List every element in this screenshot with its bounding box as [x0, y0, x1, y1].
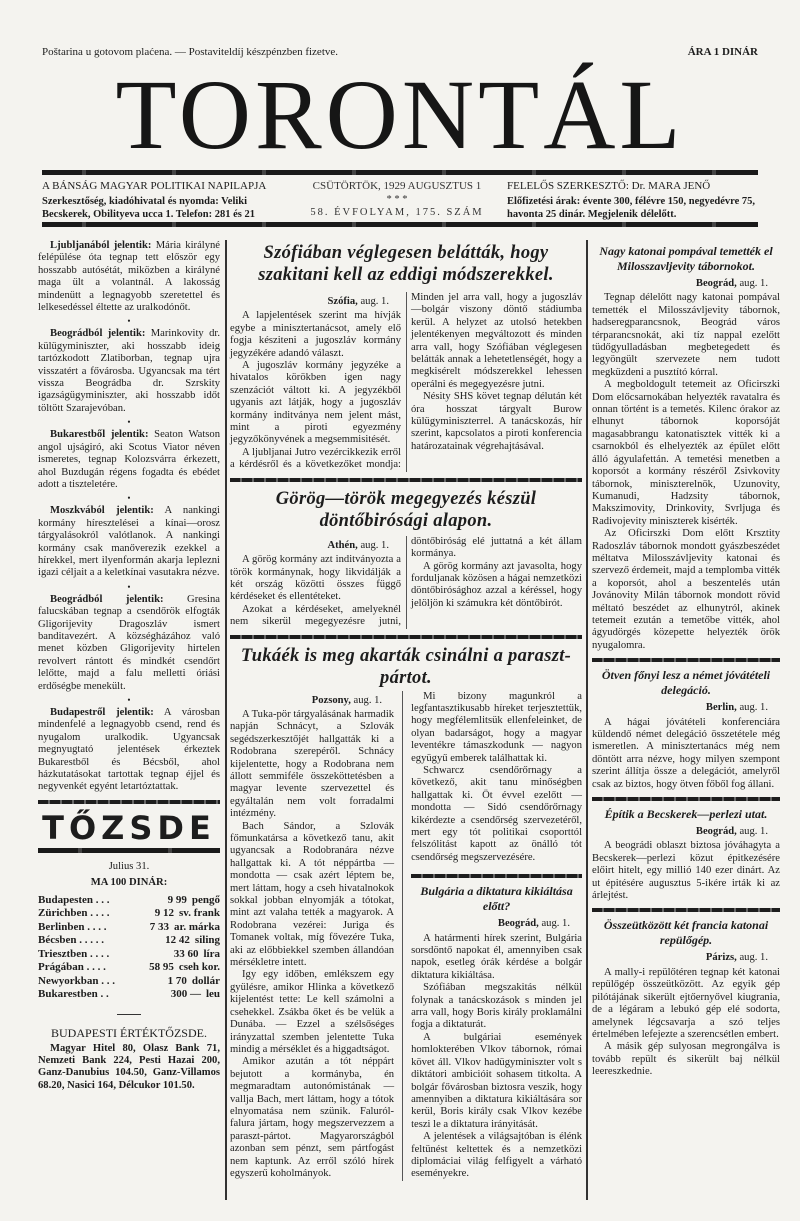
dateline-place: Pozsony, [311, 694, 351, 706]
exchange-row [38, 961, 220, 975]
exchange-currency: dollár [191, 974, 220, 987]
exchange-city: Berlinben . . . . [38, 920, 107, 933]
brief-lead: Beográdból jelentik: [50, 593, 164, 605]
issue-number: 58. ÉVFOLYAM, 175. SZÁM [310, 207, 484, 218]
stars: * * * [386, 194, 408, 205]
dateline [592, 702, 780, 714]
article-paragraph: A bulgáriai események homlokterében Vlkov tábornok, római követ áll. Vlkov hadügyminiszter volt s diktátori ambicióit sohasem titkolta. A bolgár fővárosban biztosra veszik, hogy amennyiben a diktatura kikiáltására sor kerül, Boris király csak Vlkov kezébe teszi le a diktatura irányitását. [411, 1031, 583, 1130]
article-paragraph: A mally-i repülőtéren tegnap két katonai repülőgép összeütközött. Az egyik gép pilótájának sikerült ejtőernyővel kiugrania, de a légáram a lebukó gép elé sodorta, amelynek légcsavarja a szó teljes értelmében lefejezte a szerencsétlen embert. [592, 966, 780, 1040]
section-rule [592, 908, 780, 912]
headline-funeral: Nagy katonai pompával temették el Milosszavljevity tábornokot. [599, 244, 773, 273]
info-left [42, 180, 287, 221]
article-paragraph: Nésity SHS követ tegnap délután két óra hosszat tárgyalt Burow külügyminiszterrel. A tanácskozás, hír szerint, kapcsolatos a piroti konferencia határozatainak végrehajtásával. [411, 391, 582, 452]
headline-road: Építik a Becskerek—perlezi utat. [604, 807, 768, 822]
brief-text: A nankingi kormány híresztelései a kínai—orosz tárgyalásokról valótlanok. A nankingi kormány csak manőverezik ezekkel a hírekkel, mert ilyenformán akarja leplezni igazi céljait a a keletkínai vasutakra nézve. [38, 505, 220, 579]
brief-lead: Bukarestből jelentik: [50, 429, 149, 441]
address: Szerkesztőség, kiadóhivatal és nyomda: Veliki Becskerek, Obilityeva ucca 1. Telefon: 281 és 21 [42, 196, 255, 220]
article-paragraph: A határmenti hírek szerint, Bulgária sorsdöntő napokat él, amennyiben csak napok, esetleg órák kérdése a bolgár diktatura kikiáltása. [411, 932, 583, 981]
dateline-date: aug. 1. [739, 952, 768, 964]
masthead-rule [42, 170, 758, 175]
exchange-value: 9 99 [167, 893, 187, 906]
issue-date: CSÜTÖRTÖK, 1929 AUGUSZTUS 1 [312, 180, 482, 192]
brief-text: Mária királyné felépülése óta tegnap tett először egy hosszabb autósétát, miközben a királyné maga ült a volantnál. A lakosság mindenütt a legnagyobb szeretettel és lelkesedéssel éltette az uralkodónőt. [38, 240, 221, 314]
exchange-subtitle: MA 100 DINÁR: [90, 877, 168, 889]
exchange-row [38, 975, 220, 989]
exchange-currency: sv. frank [179, 907, 220, 920]
news-brief [38, 594, 220, 693]
dateline-place: Athén, [327, 539, 358, 551]
news-brief [38, 429, 220, 491]
brief-text: Marinkovity dr. külügyminiszter, aki hosszabb ideig tartózkodott Zlatiborban, tegnap ujra visszatért a fővárosba. Ugyancsak ma tért vissza Beográdba dr. Szrskity igazságügyminiszter, aki hosszabb időt töltött Szarajevóban. [38, 328, 220, 414]
price: ÁRA 1 DINÁR [687, 46, 758, 58]
subcolumn-divider [402, 691, 403, 1181]
separator-dot: • [127, 581, 131, 592]
news-brief [38, 707, 220, 794]
tuka-columns [230, 691, 582, 1181]
exchange-currency: cseh kor. [178, 961, 220, 974]
masthead-title: TORONTÁL [115, 59, 685, 170]
exchange-city: Prágában . . . . [38, 961, 106, 974]
dateline [592, 278, 780, 290]
article-paragraph: A hágai jóvátételi konferenciára küldendő német delegáció összetétele még ismeretlen. A minisztertanács még nem döntött arra nézve, hogy milyen szempont szerint állítja össze a delegációt, amelyről csak az biztos, hogy ötven főből fog állani. [592, 716, 780, 790]
exchange-title: TŐZSDE [42, 808, 216, 847]
info-right [507, 180, 758, 221]
exchange-currency: líra [203, 947, 220, 960]
exchange-city: Newyorkban . . . [38, 974, 116, 987]
exchange-value: 12 42 [165, 934, 190, 947]
exchange-table [38, 894, 220, 1002]
exchange-currency: pengő [191, 893, 220, 906]
tuka-continued-column [411, 691, 582, 1181]
dateline [230, 695, 394, 707]
info-center [287, 180, 507, 221]
exchange-city: Zürichben . . . . [38, 907, 110, 920]
stock-title: BUDAPESTI ÉRTÉKTŐZSDE. [51, 1026, 207, 1041]
brief-text: A városban mindenfelé a legnagyobb csend, rend és nyugalom uralkodik. Ugyancsak megnyugtató jelentések érkeztek Bukarestből és Bécsből, ahol házkutatásokat tartottak tegnap éjjel és negyvenkét egyént letartóztattak. [38, 707, 220, 793]
article-tuka [230, 691, 394, 1181]
article-paragraph: Igy egy időben, emlékszem egy gyülésre, amikor Hlinka a következő kijelentést tette: Le kell számolni a csehekkel. Zsákba őket és be velük a Dunába. — Ezzel a szélsőséges irányzattal szemben jelentette Tuka mindig a mérséklet és a higgadtságot. [230, 969, 395, 1055]
dateline [230, 540, 401, 552]
article-paragraph: A görög kormány azt inditványozta a török kormánynak, hogy likvidálják a két ország közötti összes függő kérdéseket és ellentéteket. [230, 554, 401, 603]
article-paragraph: Bach Sándor, a Szlovák főmunkatársa a következő tanu, akit ugyancsak a Rodobranára nézve hallgattak ki. A tót néppártba — mondotta — csak azért léptem be, mert láttam, hogy a cseh hivatalnokok sokkal jobban elnyomják a tótokat, mint azt valaha tették a magyarok. A Rodobrana vezérei: Juriga és Tomanek voltak, míg fővezére Tuka, aki az előbbiekkel szemben állandóan mérsékletre intett. [230, 820, 395, 969]
headline-tuka: Tukáék is meg akarták csinálni a paraszt-pártot. [240, 645, 572, 688]
separator-dot: • [127, 695, 131, 705]
section-rule [592, 658, 780, 662]
headline-planes: Összeütközött két francia katonai repülőgép. [603, 918, 769, 948]
dateline [230, 296, 401, 308]
article-paragraph: A Tuka-pör tárgyalásának harmadik napján Schnácyt, a Szlovák segédszerkesztőjét hallgatták ki a Rodobrana szerepéről. Schnácy kijelentette, hogy a Rodobrana nem állott semmiféle összeköttetésben a magyar levente szervezettel és egyáltalán nem volt forradalmi intézmény. [230, 708, 395, 820]
article-paragraph: A másik gép sulyosan megrongálva is tovább repült és sikerült baj nélkül leereszkednie. [592, 1041, 780, 1078]
dateline-place: Beográd, [497, 918, 539, 930]
article-bulgaria [411, 918, 582, 1181]
dateline-place: Párizs, [705, 952, 737, 964]
exchange-value: 58 95 [149, 961, 174, 974]
exchange-value: 7 33 [149, 920, 169, 933]
news-brief [38, 240, 220, 314]
masthead-info [42, 180, 758, 221]
stock-text: Magyar Hitel 80, Olasz Bank 71, Nemzeti Bank 224, Pesti Hazai 200, Ganz-Danubius 104.50, Ganz-Villamos 68.20, Nasici 164, Délcukor 101.50. [38, 1042, 220, 1091]
brief-lead: Budapestről jelentik: [50, 707, 154, 718]
dateline-date: aug. 1. [739, 702, 768, 714]
exchange-value: 33 60 [173, 947, 199, 960]
dateline-date: aug. 1. [353, 694, 383, 706]
article-paragraph: Szófiában megszakitás nélkül folynak a tanácskozások s minden jel arra vall, hogy Boris király proklamálni fogja a diktaturát. [411, 982, 583, 1031]
subscription: Előfizetési árak: évente 300, félévre 150, negyedévre 75, havonta 25 dinár. Megjelenik délelőtt. [507, 196, 756, 220]
dateline-date: aug. 1. [541, 918, 571, 930]
article-paragraph: A beográdi oblaszt biztosa jóváhagyta a Becskerek—perlezi közut épitkezésére előirt hitelt, egy millió 140 ezer dinárt. Az ut épitésére augusztus 5-ikére irták ki az árlejtést. [592, 840, 780, 902]
exchange-currency: siling [194, 934, 220, 947]
article-paragraph: A lapjelentések szerint ma hívják egybe a minisztertanácsot, amely elő fogja késziteni a jugoszláv kormány jegyzékére adandó választ. [230, 310, 401, 359]
dateline-place: Szófia, [327, 296, 358, 307]
exchange-city: Bécsben . . . . . [38, 934, 104, 947]
exchange-row [38, 988, 220, 1002]
exchange-city: Budapesten . . . [38, 893, 110, 906]
article-paragraph: A ljubljanai Jutro vezércikkezik erről a kérdésről és a következőket mondja: Minden jel arra vall, hogy a jugoszláv—bolgár viszony döntő stádiumba kerül. A helyzet az utolsó hetekben jelentékenyen megváltozott és minden arra vall, hogy Szófiában véglegesen belátták annak a lehetetlenségét, hogy a megkisérelt módszerekkel lehessen operálni és megegyezésre jutni. [230, 292, 582, 471]
section-rule [38, 800, 220, 804]
article-paragraph: Az Oficirszki Dom előtt Krsztity Radoszláv tábornok mondott gyászbeszédet méltatva Milosszávljevity katonai és szervező érdemeit, majd a templomba vitték a koporsót, ahol a beszentelés után Jovánovity Milán tábornok mondott rövid méltató beszédet az elhunytról, akinek tetemeit ezután a temetőbe vitték, ahol ágyudörgés közepette helyezték örök nyugalomra. [592, 528, 780, 651]
column-divider [225, 240, 227, 1200]
article-paragraph: A jugoszláv kormány jegyzéke a hivatalos körökben igen nagy szenzációt váltott ki. A jegyzékből ugyanis azt látják, hogy a jugoszláv kormány inditványa nem jelent mást, mint a piroti egyezmény jegyzőkönyvének a megsemmisitését. [230, 360, 401, 446]
article-road [592, 826, 780, 902]
article-paragraph: A jelentések a világsajtóban is élénk feltünést keltettek és a nemzetközi diplomáciai világ felfigyelt a várható eseményekre. [411, 1131, 583, 1180]
separator-dot: • [127, 316, 131, 327]
brief-text: Seaton Watson angol ujságiró, aki Scotus Viator néven ismeretes, tegnap Kolozsvárra érkezett, ahol Buzdugán régens fogadta és ebédet adott a tiszteletére. [38, 429, 220, 490]
brief-text: Gresina falucskában tegnap a csendőrök elfogták Gligorijevity Dragoszláv ismert banditavezért. A községházához való menet közben Gligorijevity hirtelen revolvert rántott és mindkét csendőrt lelőtte, majd a falu melletti óriási erdőségbe menekült. [38, 593, 220, 692]
article-tuka-continued [411, 691, 582, 865]
separator-dot: • [127, 417, 131, 428]
article-paragraph: Azokat a kérdéseket, amelyeknél nem sikerül megegyezésre jutni, döntőbiróság elé juttatná a két állam kormánya. [230, 535, 582, 628]
news-brief [38, 328, 220, 415]
article-funeral [592, 278, 780, 652]
dateline-place: Berlin, [705, 702, 737, 714]
top-line [42, 46, 758, 59]
headline-bulgaria: Bulgária a diktatura kikiáltása előtt? [420, 884, 573, 914]
exchange-row [38, 934, 220, 948]
exchange-currency: leu [205, 988, 220, 1001]
dateline [592, 826, 780, 838]
section-rule [411, 874, 582, 878]
article-planes [592, 952, 780, 1078]
dateline-date: aug. 1. [739, 826, 768, 838]
exchange-value: 1 70 [167, 974, 187, 987]
headline-reparations: Ötven főnyi lesz a német jóvátételi delegáció. [601, 668, 771, 698]
article-paragraph: Tegnap délelőtt nagy katonai pompával temették el Milosszávljevity tábornok, hadseregparancsnok, Beográd város térparancsnokát, aki tíz nappal ezelőtt tüdőgyulladásban megbetegedett és legyöngült szervezete nem tudott megküzdeni a pusztító kórral. [592, 292, 780, 378]
article-reparations [592, 702, 780, 791]
headline-greek: Görög—török megegyezés készül döntőbirósági alapon. [275, 488, 537, 531]
exchange-row [38, 921, 220, 935]
left-column [38, 240, 220, 1092]
postal-note: Poštarina u gotovom plaćena. — Postaviteldíj készpénzben fizetve. [42, 46, 339, 58]
brief-lead: Ljubljanából jelentik: [50, 240, 152, 251]
divider [117, 1014, 141, 1016]
article-paragraph: A megboldogult tetemeit az Oficirszki Dom előcsarnokában helyezték ravatalra és onnan történt is a temetés. Kilenc órakor az elhunyt tábornok koporsóját magasabbrangu katonatisztek vitték ki a csarnokból és elhelyezték az épület előtt álló ágyulafettán. A temetési menetben a koporsót a kormány részéről Zsivkovity tábornok, miniszterelnök, Uzunovity, Kumanudi, Hadzsity tábornok, Makszimovity, Drinkovity, Svrljuga és Radivojevity miniszterek kisérték. [592, 379, 780, 527]
dateline [411, 918, 582, 930]
article-paragraph: Amikor azután a tót néppárt bejutott a kormányba, én megmaradtam autonómistának — vallja Bach, mert láttam, hogy a tótok elnyomatása nem szünik. Faluról-falura jártam, hogy megszervezzem a paraszt-pártot. Magyarországból azonban sem pénzt, sem pártfogást nem kaptunk. Az erről szóló hírek egyszerű koholmányok. [230, 1056, 395, 1179]
separator-dot: • [127, 493, 131, 504]
column-divider [586, 240, 588, 1200]
editor: FELELŐS SZERKESZTŐ: Dr. MARA JENŐ [507, 180, 711, 192]
article-sofia [230, 292, 582, 472]
article-greek [230, 536, 582, 629]
exchange-row [38, 907, 220, 921]
exchange-rule [38, 848, 220, 853]
brief-lead: Beográdból jelentik: [50, 328, 146, 340]
article-paragraph: A görög kormány azt javasolta, hogy forduljanak közösen a hágai nemzetközi döntőbirósághoz azzal a kéréssel, hogy jelöljön ki számukra két döntőbirót. [411, 560, 582, 609]
news-brief [38, 505, 220, 579]
news-briefs [38, 240, 220, 794]
dateline-place: Beográd, [695, 826, 737, 838]
dateline-date: aug. 1. [739, 278, 768, 289]
exchange-row [38, 948, 220, 962]
brief-lead: Moszkvából jelentik: [50, 505, 154, 517]
dateline-date: aug. 1. [360, 296, 389, 307]
section-rule [592, 797, 780, 801]
exchange-currency: ar. márka [173, 920, 220, 933]
headline-sofia: Szófiában véglegesen belátták, hogy szakitani kell az eddigi módszerekkel. [258, 243, 554, 285]
header-bottom-rule [42, 222, 758, 227]
middle-column [230, 242, 582, 1181]
exchange-city: Triesztben . . . . [38, 947, 110, 960]
dateline-date: aug. 1. [360, 539, 389, 551]
dateline [592, 952, 780, 964]
exchange-value: 9 12 [154, 907, 175, 920]
subtitle: A BÁNSÁG MAGYAR POLITIKAI NAPILAPJA [42, 180, 267, 192]
section-rule [230, 635, 582, 639]
section-rule [230, 478, 582, 482]
exchange-value: 300 — [170, 988, 201, 1001]
exchange-row [38, 894, 220, 908]
exchange-date: Julius 31. [108, 860, 150, 872]
article-paragraph: Mi bizony magunkról a legfantasztikusabb híreket terjesztettük, hogy megfélemlitsük ellenfeleinket, de olyan badarságot, hogy a magyar leventékre támaszkodunk — nagyon együgyű emberek találhattak ki. [411, 690, 583, 764]
dateline-place: Beográd, [695, 278, 737, 289]
article-paragraph: Schwarcz csendőrőrnagy a következő, akit tanu minőségben hallgattak ki. Öt évvel ezelőtt — mondotta — Sidó csendőrőrnagy kikérdezte a csendőrség szervezetéről, mert egy tót politikai csoporttól felszólitást kapott az önálló tót csendőrség megszervezésére. [411, 764, 583, 863]
exchange-city: Bukarestben . . [38, 988, 109, 1001]
right-column [592, 244, 780, 1079]
